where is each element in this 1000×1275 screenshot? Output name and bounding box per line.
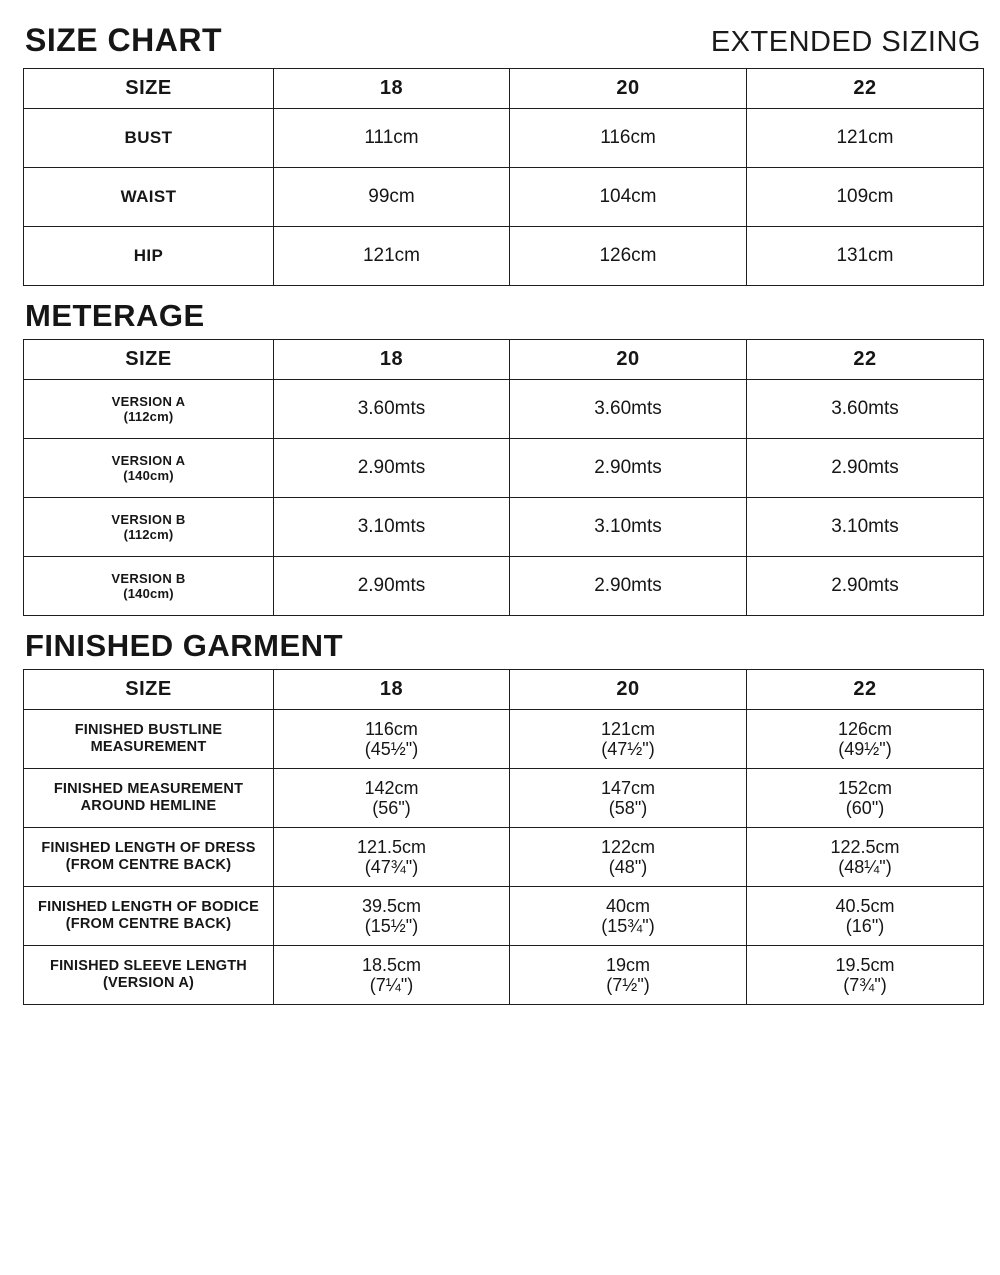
row-label-bust: BUST xyxy=(24,109,274,168)
value-inches: (47¾") xyxy=(364,857,419,877)
column-header-size: SIZE xyxy=(24,340,274,380)
measurement-value xyxy=(510,946,747,1005)
measurement-value xyxy=(274,710,510,769)
value-inches: (47½") xyxy=(601,739,655,759)
column-header-20: 20 xyxy=(510,69,747,109)
row-label-bustline xyxy=(24,710,274,769)
extended-sizing-label: EXTENDED SIZING xyxy=(710,26,981,58)
value-cm: 19.5cm xyxy=(835,955,895,975)
measurement-label: FINISHED BUSTLINE xyxy=(74,722,223,738)
finished-garment-title: FINISHED GARMENT xyxy=(25,628,343,663)
table-row-bodice-length xyxy=(24,887,984,946)
hip-size-18: 121cm xyxy=(274,227,510,286)
row-label-version-a-140 xyxy=(24,439,274,498)
fabric-width-label: (140cm) xyxy=(123,586,174,601)
table-row-bustline xyxy=(24,710,984,769)
bust-size-18: 111cm xyxy=(274,109,510,168)
finished-garment-header-row xyxy=(24,670,984,710)
row-label-bodice-length xyxy=(24,887,274,946)
row-label-waist: WAIST xyxy=(24,168,274,227)
waist-size-22: 109cm xyxy=(747,168,984,227)
table-row-version-a-140 xyxy=(24,439,984,498)
meterage-table xyxy=(23,339,984,616)
value-cm: 126cm xyxy=(837,719,893,739)
value-cm: 40cm xyxy=(605,896,650,916)
measurement-label: (FROM CENTRE BACK) xyxy=(65,916,232,932)
column-header-18: 18 xyxy=(274,69,510,109)
table-row-version-b-140 xyxy=(24,557,984,616)
meterage-value: 3.10mts xyxy=(510,498,747,557)
meterage-title: METERAGE xyxy=(25,298,205,333)
measurement-value xyxy=(274,828,510,887)
column-header-22: 22 xyxy=(747,670,984,710)
value-inches: (48¼") xyxy=(838,857,892,877)
value-cm: 121.5cm xyxy=(356,837,427,857)
value-cm: 121cm xyxy=(600,719,656,739)
measurement-value xyxy=(747,710,984,769)
column-header-20: 20 xyxy=(510,340,747,380)
fabric-width-label: (140cm) xyxy=(123,468,174,483)
hip-size-22: 131cm xyxy=(747,227,984,286)
measurement-value xyxy=(747,946,984,1005)
measurement-label: FINISHED LENGTH OF BODICE xyxy=(38,899,259,915)
column-header-size: SIZE xyxy=(24,670,274,710)
table-row-version-a-112 xyxy=(24,380,984,439)
value-cm: 18.5cm xyxy=(361,955,422,975)
table-row-version-b-112 xyxy=(24,498,984,557)
column-header-size: SIZE xyxy=(24,69,274,109)
row-label-hip: HIP xyxy=(24,227,274,286)
page-title: SIZE CHART xyxy=(25,22,222,58)
measurement-label: MEASUREMENT xyxy=(90,739,207,755)
value-cm: 122cm xyxy=(600,837,656,857)
waist-size-20: 104cm xyxy=(510,168,747,227)
value-cm: 122.5cm xyxy=(830,837,900,857)
meterage-value: 3.60mts xyxy=(510,380,747,439)
value-cm: 39.5cm xyxy=(361,896,422,916)
meterage-value: 2.90mts xyxy=(274,557,510,616)
meterage-value: 3.10mts xyxy=(747,498,984,557)
measurement-label: FINISHED SLEEVE LENGTH xyxy=(50,958,247,974)
table-row-waist xyxy=(24,168,984,227)
value-inches: (60") xyxy=(845,798,885,818)
measurement-value xyxy=(747,887,984,946)
meterage-value: 2.90mts xyxy=(510,557,747,616)
meterage-value: 3.60mts xyxy=(747,380,984,439)
version-label: VERSION A xyxy=(111,394,186,409)
version-label: VERSION B xyxy=(111,512,186,527)
bust-size-20: 116cm xyxy=(510,109,747,168)
column-header-20: 20 xyxy=(510,670,747,710)
meterage-value: 2.90mts xyxy=(747,557,984,616)
value-inches: (16") xyxy=(845,916,885,936)
size-chart-table xyxy=(23,68,984,286)
column-header-22: 22 xyxy=(747,340,984,380)
value-inches: (58") xyxy=(608,798,648,818)
value-inches: (7¾") xyxy=(843,975,887,995)
value-inches: (45½") xyxy=(364,739,419,759)
row-label-version-b-140 xyxy=(24,557,274,616)
table-row-hip xyxy=(24,227,984,286)
value-inches: (7½") xyxy=(606,975,650,995)
measurement-value xyxy=(510,828,747,887)
column-header-22: 22 xyxy=(747,69,984,109)
measurement-value xyxy=(274,887,510,946)
meterage-value: 2.90mts xyxy=(510,439,747,498)
row-label-sleeve-length xyxy=(24,946,274,1005)
version-label: VERSION A xyxy=(111,453,186,468)
size-chart-header-row xyxy=(24,69,984,109)
measurement-value xyxy=(510,887,747,946)
fabric-width-label: (112cm) xyxy=(123,527,174,542)
waist-size-18: 99cm xyxy=(274,168,510,227)
value-inches: (7¼") xyxy=(369,975,414,995)
measurement-value xyxy=(274,769,510,828)
measurement-value xyxy=(510,769,747,828)
column-header-18: 18 xyxy=(274,340,510,380)
table-row-bust xyxy=(24,109,984,168)
measurement-label: FINISHED MEASUREMENT xyxy=(53,781,244,797)
table-row-dress-length xyxy=(24,828,984,887)
row-label-dress-length xyxy=(24,828,274,887)
value-cm: 19cm xyxy=(605,955,650,975)
fabric-width-label: (112cm) xyxy=(123,409,174,424)
measurement-value xyxy=(510,710,747,769)
version-label: VERSION B xyxy=(111,571,186,586)
meterage-header-row xyxy=(24,340,984,380)
meterage-value: 3.60mts xyxy=(274,380,510,439)
column-header-18: 18 xyxy=(274,670,510,710)
measurement-label: (VERSION A) xyxy=(102,975,195,991)
value-inches: (15¾") xyxy=(601,916,655,936)
meterage-value: 2.90mts xyxy=(274,439,510,498)
value-cm: 147cm xyxy=(600,778,656,798)
value-cm: 152cm xyxy=(837,778,893,798)
row-label-version-b-112 xyxy=(24,498,274,557)
value-inches: (48") xyxy=(608,857,648,877)
measurement-label: (FROM CENTRE BACK) xyxy=(65,857,232,873)
row-label-version-a-112 xyxy=(24,380,274,439)
value-inches: (15½") xyxy=(364,916,419,936)
finished-garment-table xyxy=(23,669,984,1005)
page-header xyxy=(25,22,981,59)
value-cm: 40.5cm xyxy=(835,896,895,916)
table-row-sleeve-length xyxy=(24,946,984,1005)
measurement-label: AROUND HEMLINE xyxy=(80,798,217,814)
row-label-hemline xyxy=(24,769,274,828)
meterage-value: 2.90mts xyxy=(747,439,984,498)
value-cm: 142cm xyxy=(364,778,419,798)
measurement-value xyxy=(274,946,510,1005)
bust-size-22: 121cm xyxy=(747,109,984,168)
value-cm: 116cm xyxy=(365,719,418,739)
measurement-label: FINISHED LENGTH OF DRESS xyxy=(41,840,256,856)
value-inches: (56") xyxy=(372,798,411,818)
table-row-hemline xyxy=(24,769,984,828)
measurement-value xyxy=(747,769,984,828)
meterage-value: 3.10mts xyxy=(274,498,510,557)
measurement-value xyxy=(747,828,984,887)
value-inches: (49½") xyxy=(838,739,892,759)
hip-size-20: 126cm xyxy=(510,227,747,286)
